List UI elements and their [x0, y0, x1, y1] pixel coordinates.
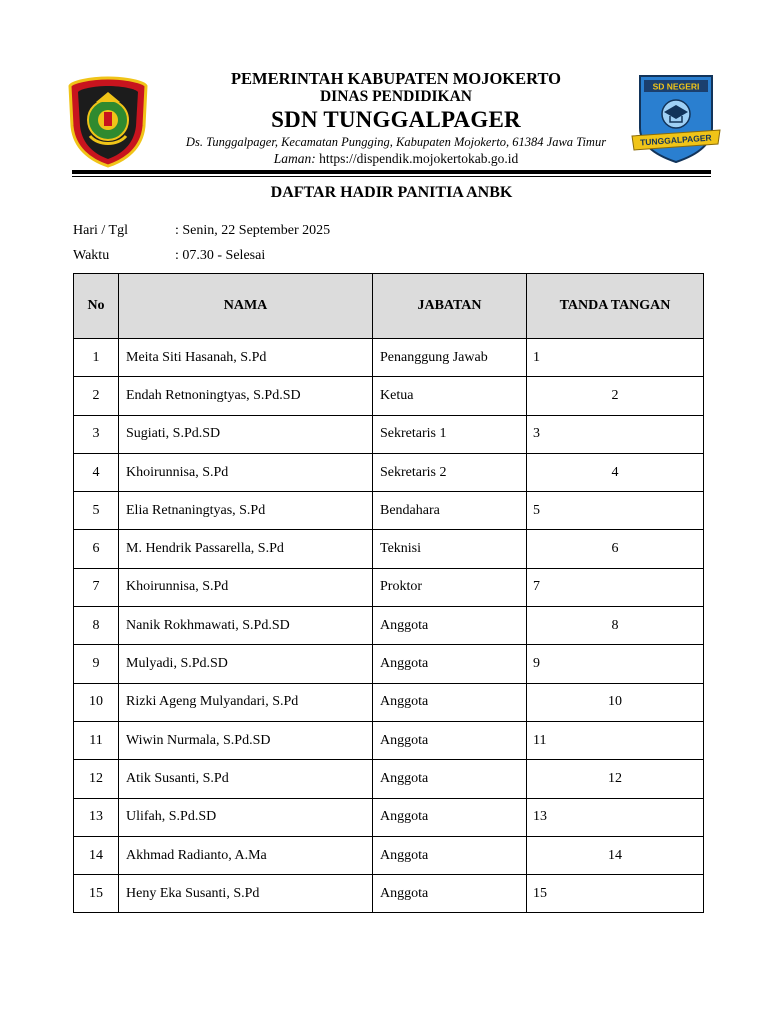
row-no: 6	[74, 530, 119, 568]
row-jabatan: Sekretaris 1	[373, 415, 527, 453]
row-nama: Meita Siti Hasanah, S.Pd	[119, 339, 373, 377]
header-website	[140, 151, 652, 167]
row-no: 7	[74, 568, 119, 606]
row-jabatan: Bendahara	[373, 492, 527, 530]
row-no: 15	[74, 875, 119, 913]
table-row	[74, 339, 704, 377]
table-row	[74, 377, 704, 415]
row-no: 8	[74, 607, 119, 645]
header-nama: NAMA	[119, 274, 373, 339]
table-row	[74, 645, 704, 683]
info-day-row	[73, 223, 330, 239]
header-divider-thick	[72, 170, 711, 174]
row-no: 12	[74, 760, 119, 798]
row-jabatan: Teknisi	[373, 530, 527, 568]
website-url: https://dispendik.mojokertokab.go.id	[319, 151, 519, 166]
row-nama: Akhmad Radianto, A.Ma	[119, 836, 373, 874]
row-no: 1	[74, 339, 119, 377]
row-signature[interactable]: 7	[527, 568, 704, 606]
table-row	[74, 453, 704, 491]
table-row	[74, 415, 704, 453]
row-signature[interactable]: 9	[527, 645, 704, 683]
row-jabatan: Anggota	[373, 798, 527, 836]
row-no: 4	[74, 453, 119, 491]
table-row	[74, 683, 704, 721]
row-nama: Mulyadi, S.Pd.SD	[119, 645, 373, 683]
row-jabatan: Anggota	[373, 645, 527, 683]
row-signature[interactable]: 15	[527, 875, 704, 913]
table-row	[74, 721, 704, 759]
header-government: PEMERINTAH KABUPATEN MOJOKERTO	[230, 69, 562, 88]
row-jabatan: Anggota	[373, 721, 527, 759]
row-signature[interactable]: 6	[527, 530, 704, 568]
row-no: 3	[74, 415, 119, 453]
school-logo-top-text: SD NEGERI	[652, 81, 700, 92]
row-signature[interactable]: 4	[527, 453, 704, 491]
row-jabatan: Proktor	[373, 568, 527, 606]
row-signature[interactable]: 5	[527, 492, 704, 530]
row-jabatan: Anggota	[373, 875, 527, 913]
row-jabatan: Anggota	[373, 607, 527, 645]
header-no: No	[74, 274, 119, 339]
row-nama: Atik Susanti, S.Pd	[119, 760, 373, 798]
table-row	[74, 568, 704, 606]
row-no: 13	[74, 798, 119, 836]
row-no: 11	[74, 721, 119, 759]
row-nama: Elia Retnaningtyas, S.Pd	[119, 492, 373, 530]
row-signature[interactable]: 8	[527, 607, 704, 645]
header-jabatan: JABATAN	[373, 274, 527, 339]
row-signature[interactable]: 1	[527, 339, 704, 377]
table-row	[74, 530, 704, 568]
row-nama: Endah Retnoningtyas, S.Pd.SD	[119, 377, 373, 415]
row-nama: Khoirunnisa, S.Pd	[119, 453, 373, 491]
row-nama: Nanik Rokhmawati, S.Pd.SD	[119, 607, 373, 645]
header-address: Ds. Tunggalpager, Kecamatan Pungging, Kabupaten Mojokerto, 61384 Jawa Timur	[185, 135, 607, 149]
row-no: 5	[74, 492, 119, 530]
row-signature[interactable]: 2	[527, 377, 704, 415]
regency-emblem-logo	[68, 76, 148, 168]
row-signature[interactable]: 12	[527, 760, 704, 798]
info-time-label: Waktu	[73, 248, 110, 263]
row-signature[interactable]: 10	[527, 683, 704, 721]
school-logo-banner-text: TUNGGALPAGER	[639, 132, 712, 148]
table-row	[74, 492, 704, 530]
header-tanda-tangan: TANDA TANGAN	[527, 274, 704, 339]
row-signature[interactable]: 14	[527, 836, 704, 874]
row-jabatan: Penanggung Jawab	[373, 339, 527, 377]
table-row	[74, 836, 704, 874]
row-nama: Heny Eka Susanti, S.Pd	[119, 875, 373, 913]
row-signature[interactable]: 13	[527, 798, 704, 836]
table-row	[74, 875, 704, 913]
row-nama: M. Hendrik Passarella, S.Pd	[119, 530, 373, 568]
header-school-name: SDN TUNGGALPAGER	[271, 107, 521, 132]
row-no: 14	[74, 836, 119, 874]
row-nama: Ulifah, S.Pd.SD	[119, 798, 373, 836]
table-row	[74, 607, 704, 645]
header-department: DINAS PENDIDIKAN	[319, 88, 472, 105]
row-signature[interactable]: 11	[527, 721, 704, 759]
row-jabatan: Anggota	[373, 683, 527, 721]
table-row	[74, 760, 704, 798]
table-row	[74, 798, 704, 836]
row-nama: Rizki Ageng Mulyandari, S.Pd	[119, 683, 373, 721]
row-jabatan: Sekretaris 2	[373, 453, 527, 491]
header-divider-thin	[72, 176, 711, 177]
row-nama: Wiwin Nurmala, S.Pd.SD	[119, 721, 373, 759]
row-no: 2	[74, 377, 119, 415]
row-no: 9	[74, 645, 119, 683]
row-no: 10	[74, 683, 119, 721]
info-day-value: : Senin, 22 September 2025	[175, 223, 331, 238]
row-jabatan: Anggota	[373, 760, 527, 798]
document-title: DAFTAR HADIR PANITIA ANBK	[270, 184, 513, 201]
attendance-table	[73, 273, 704, 913]
row-nama: Khoirunnisa, S.Pd	[119, 568, 373, 606]
info-time-row	[73, 248, 265, 264]
table-header-row	[74, 274, 704, 339]
info-day-label: Hari / Tgl	[73, 223, 128, 238]
row-jabatan: Ketua	[373, 377, 527, 415]
row-jabatan: Anggota	[373, 836, 527, 874]
website-label: Laman:	[273, 151, 316, 166]
row-signature[interactable]: 3	[527, 415, 704, 453]
row-nama: Sugiati, S.Pd.SD	[119, 415, 373, 453]
info-time-value: : 07.30 - Selesai	[175, 248, 266, 263]
